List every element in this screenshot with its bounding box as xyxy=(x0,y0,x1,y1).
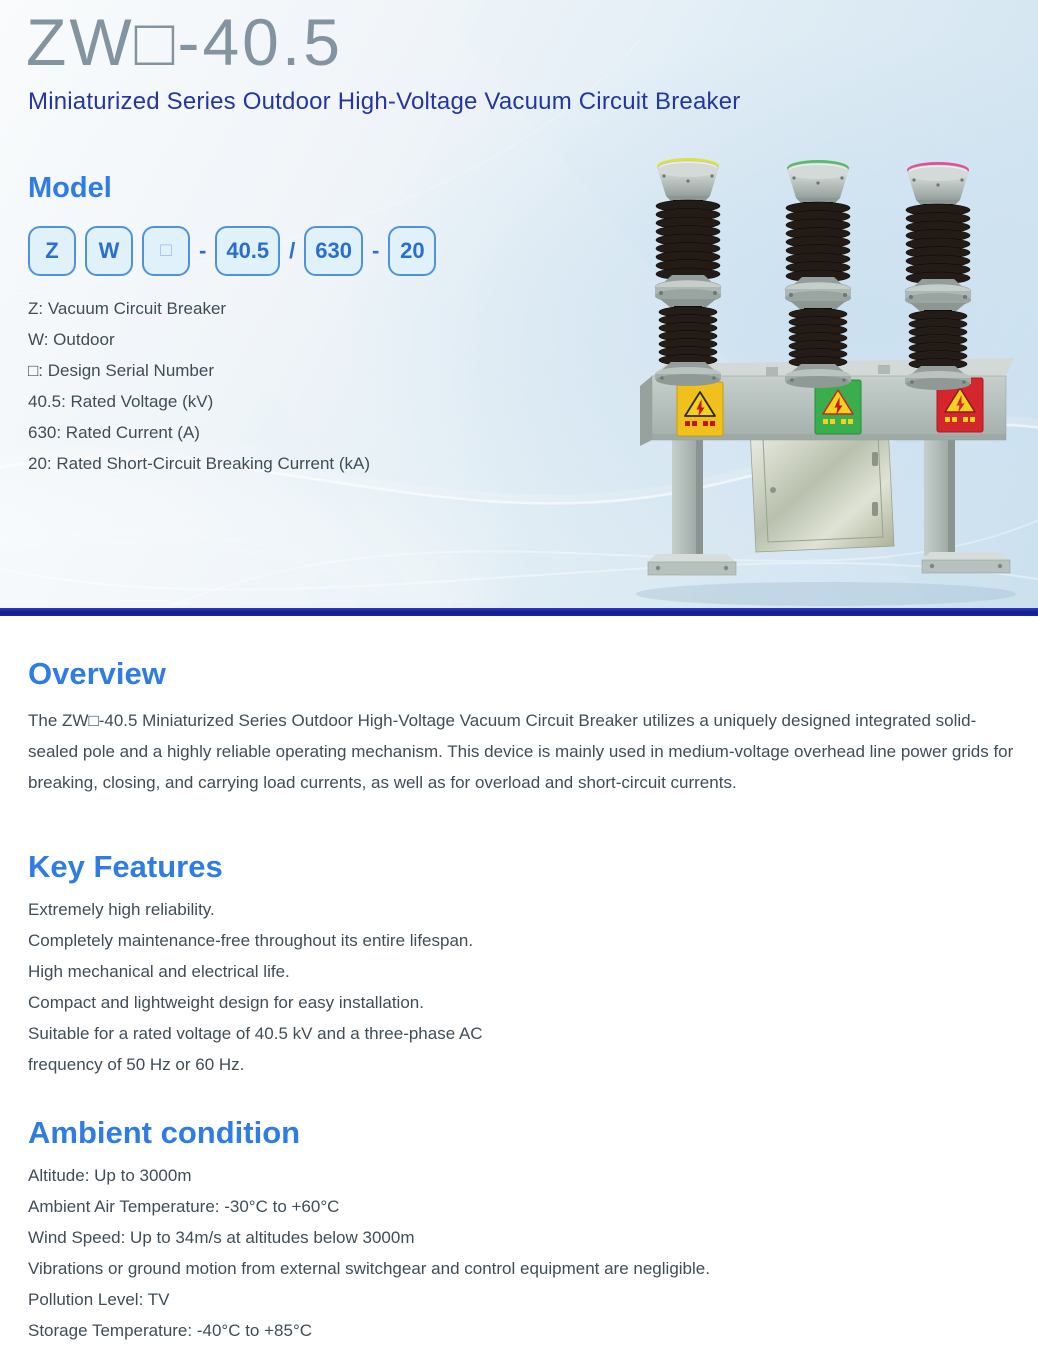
ambient-condition-section xyxy=(28,1115,1022,1346)
page-subtitle: Miniaturized Series Outdoor High-Voltage Vacuum Circuit Breaker xyxy=(28,88,741,115)
key-feature-item: Extremely high reliability. xyxy=(28,900,215,919)
mechanism-box xyxy=(750,424,894,552)
key-features-list xyxy=(28,894,533,1080)
warning-plate-green xyxy=(815,380,861,434)
model-code-box-current: 630 xyxy=(304,226,363,276)
breaker-pole-right xyxy=(905,162,971,390)
product-image xyxy=(626,146,1022,614)
model-code-box-voltage: 40.5 xyxy=(215,226,280,276)
content-area xyxy=(0,616,1038,1346)
overview-section xyxy=(28,656,1022,798)
model-legend-item: 40.5: Rated Voltage (kV) xyxy=(28,392,214,411)
overview-heading: Overview xyxy=(28,656,166,691)
breaker-pole-left xyxy=(655,158,721,386)
model-legend-item: 630: Rated Current (A) xyxy=(28,423,200,442)
ambient-condition-item: Altitude: Up to 3000m xyxy=(28,1166,192,1185)
model-legend-item: Z: Vacuum Circuit Breaker xyxy=(28,299,227,318)
model-legend xyxy=(28,293,370,479)
model-code-box-z: Z xyxy=(28,226,76,276)
page-title: ZW□-40.5 xyxy=(26,5,343,79)
model-separator: - xyxy=(199,238,207,263)
model-code-box-breaking: 20 xyxy=(388,226,436,276)
key-feature-item: Compact and lightweight design for easy installation. xyxy=(28,993,424,1012)
key-features-heading: Key Features xyxy=(28,849,223,884)
ambient-condition-list xyxy=(28,1160,1022,1346)
model-legend-item: W: Outdoor xyxy=(28,330,115,349)
breaker-pole-middle xyxy=(785,160,851,388)
key-feature-item: High mechanical and electrical life. xyxy=(28,962,290,981)
model-separator: / xyxy=(289,238,296,263)
ambient-condition-item: Storage Temperature: -40°C to +85°C xyxy=(28,1321,313,1340)
hero-banner xyxy=(0,0,1038,616)
ambient-condition-item: Ambient Air Temperature: -30°C to +60°C xyxy=(28,1197,340,1216)
ambient-condition-item: Vibrations or ground motion from external switchgear and control equipment are negligible. xyxy=(28,1259,710,1278)
key-features-section xyxy=(28,849,1022,1080)
model-legend-item: 20: Rated Short-Circuit Breaking Current (kA) xyxy=(28,454,371,473)
ambient-condition-item: Wind Speed: Up to 34m/s at altitudes below 3000m xyxy=(28,1228,415,1247)
ambient-condition-heading: Ambient condition xyxy=(28,1115,301,1150)
key-feature-item: Suitable for a rated voltage of 40.5 kV and a three-phase AC frequency of 50 Hz or 60 Hz. xyxy=(28,1024,483,1074)
model-code-row xyxy=(28,226,436,276)
model-section-heading: Model xyxy=(28,172,112,204)
ground-shadow xyxy=(636,582,1016,606)
key-feature-item: Completely maintenance-free throughout its entire lifespan. xyxy=(28,931,474,950)
ambient-condition-item: Pollution Level: TV xyxy=(28,1290,170,1309)
overview-paragraph: The ZW□-40.5 Miniaturized Series Outdoor High-Voltage Vacuum Circuit Breaker utilizes a uniquely designed integrated solid-sealed pole and a highly reliable operating mechanism. This device is mainly used in medium-voltage overhead line power grids for breaking, closing, and carrying load currents, as well as for overload and short-circuit currents. xyxy=(28,711,1014,792)
model-code-box-w: W xyxy=(85,226,133,276)
warning-plate-yellow xyxy=(677,382,723,436)
divider-bar xyxy=(0,608,1038,616)
model-code-box-serial: □ xyxy=(142,226,190,276)
model-separator: - xyxy=(372,238,380,263)
model-legend-item: □: Design Serial Number xyxy=(28,361,215,380)
